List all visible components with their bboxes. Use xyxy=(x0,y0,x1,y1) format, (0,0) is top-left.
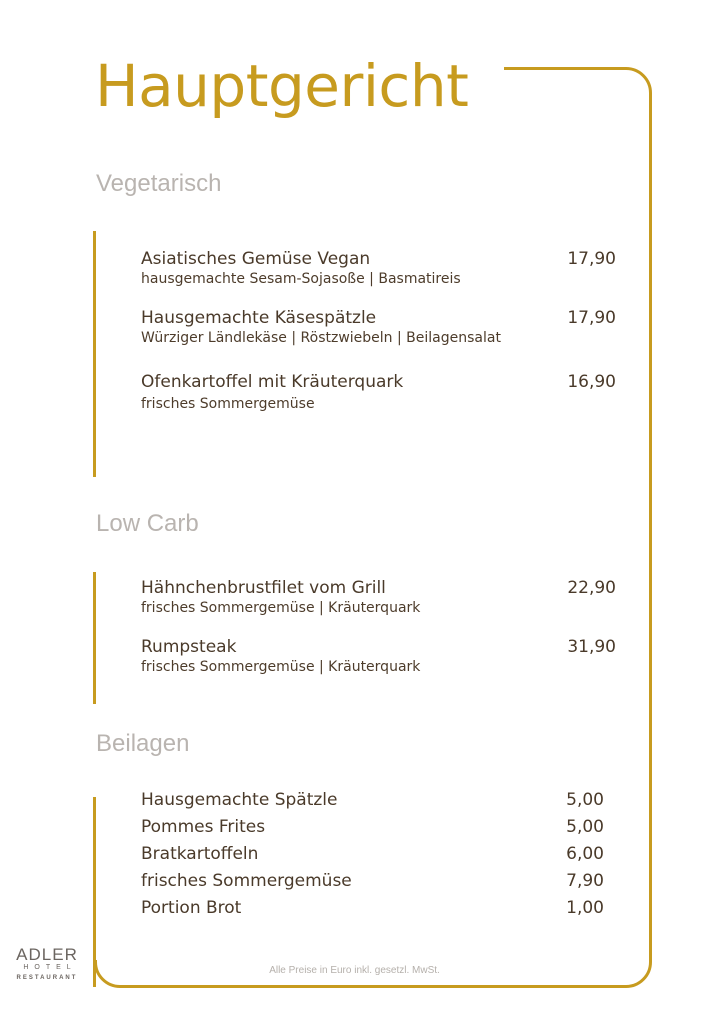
side-item xyxy=(141,898,604,918)
side-item xyxy=(141,871,604,891)
side-name: Portion Brot xyxy=(141,898,242,918)
item-price: 31,90 xyxy=(567,637,616,657)
item-name: Ofenkartoffel mit Kräuterquark xyxy=(141,372,404,392)
side-name: Pommes Frites xyxy=(141,817,266,837)
side-item xyxy=(141,790,604,810)
item-description: frisches Sommergemüse xyxy=(141,396,315,412)
side-item xyxy=(141,817,604,837)
side-price: 5,00 xyxy=(566,817,604,837)
item-name: Hausgemachte Käsespätzle xyxy=(141,308,377,328)
side-name: frisches Sommergemüse xyxy=(141,871,352,891)
menu-item xyxy=(141,308,616,347)
section-bar-lowcarb xyxy=(93,572,96,704)
side-price: 1,00 xyxy=(566,898,604,918)
section-heading-vegetarisch: Vegetarisch xyxy=(96,170,222,197)
item-description: Würziger Ländlekäse | Röstzwiebeln | Beilagensalat xyxy=(141,330,501,346)
item-price: 17,90 xyxy=(567,308,616,328)
side-price: 7,90 xyxy=(566,871,604,891)
section-heading-lowcarb: Low Carb xyxy=(96,510,199,537)
item-name: Rumpsteak xyxy=(141,637,237,657)
side-item xyxy=(141,844,604,864)
logo-line-restaurant: RESTAURANT xyxy=(16,975,78,981)
item-price: 22,90 xyxy=(567,578,616,598)
side-price: 5,00 xyxy=(566,790,604,810)
item-price: 16,90 xyxy=(567,372,616,392)
item-name: Asiatisches Gemüse Vegan xyxy=(141,249,371,269)
item-description: frisches Sommergemüse | Kräuterquark xyxy=(141,600,421,616)
section-bar-vegetarisch xyxy=(93,231,96,477)
side-name: Hausgemachte Spätzle xyxy=(141,790,338,810)
menu-item xyxy=(141,249,616,288)
price-note: Alle Preise in Euro inkl. gesetzl. MwSt. xyxy=(269,965,440,976)
side-name: Bratkartoffeln xyxy=(141,844,259,864)
menu-item xyxy=(141,372,616,413)
page-title: Hauptgericht xyxy=(95,52,469,120)
logo-line-adler: ADLER xyxy=(16,945,78,964)
hotel-logo xyxy=(12,946,82,983)
section-bar-beilagen xyxy=(93,797,96,987)
menu-item xyxy=(141,637,616,676)
item-name: Hähnchenbrustfilet vom Grill xyxy=(141,578,386,598)
side-price: 6,00 xyxy=(566,844,604,864)
logo-line-hotel: HOTEL xyxy=(23,964,77,971)
item-description: frisches Sommergemüse | Kräuterquark xyxy=(141,659,421,675)
section-heading-beilagen: Beilagen xyxy=(96,730,190,757)
item-price: 17,90 xyxy=(567,249,616,269)
menu-item xyxy=(141,578,616,617)
item-description: hausgemachte Sesam-Sojasoße | Basmatireis xyxy=(141,271,461,287)
